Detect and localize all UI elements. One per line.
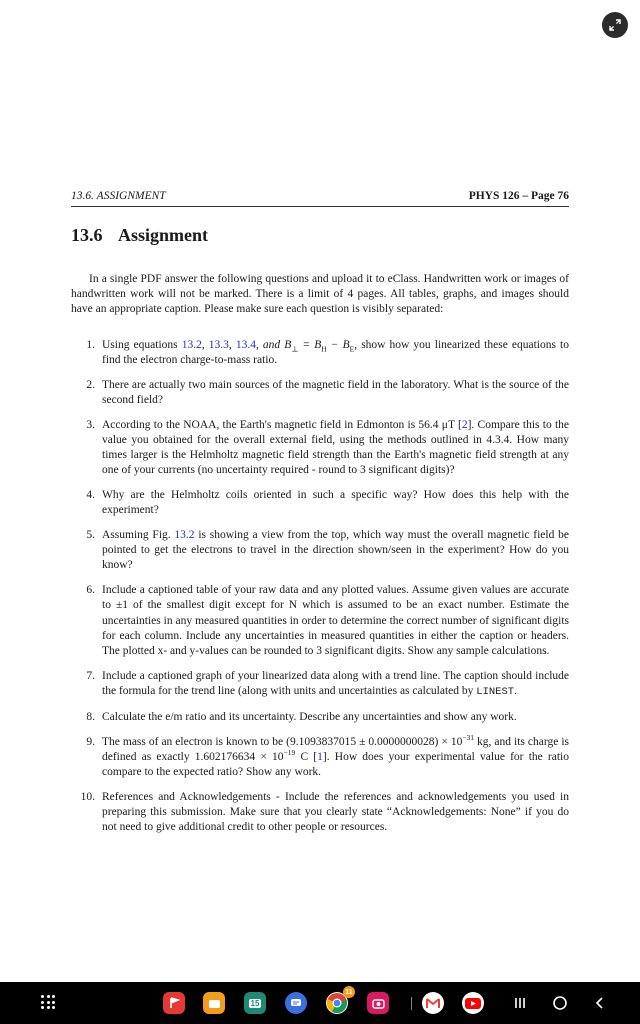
equation-link[interactable]: 13.3 [208, 338, 229, 351]
citation-link[interactable]: 1 [317, 750, 323, 763]
question-number: 9. [86, 735, 95, 748]
linest-code: LINEST [476, 686, 515, 699]
question-text: ]. How does your experimental value for the ratio compare to the expected ratio? Show any work. [102, 750, 569, 779]
youtube-app-icon[interactable] [462, 992, 484, 1014]
question-text: = B [298, 338, 322, 351]
exponent: −31 [462, 732, 475, 742]
gmail-app-icon[interactable] [422, 992, 444, 1014]
taskbar-divider [411, 997, 412, 1010]
header-course-page: PHYS 126 – Page 76 [468, 190, 569, 202]
collapse-icon[interactable] [602, 12, 628, 38]
header-section: 13.6. ASSIGNMENT [71, 190, 166, 202]
citation-link[interactable]: 2 [461, 418, 468, 431]
question-2 [71, 378, 569, 408]
equation-link[interactable]: 13.2 [181, 338, 202, 351]
figure-link[interactable]: 13.2 [174, 529, 195, 542]
question-8 [71, 710, 569, 725]
question-text: . [514, 685, 517, 698]
question-text: − B [326, 338, 350, 351]
question-text: kg, and its charge is defined as exactly 1.602176634 × 10 [102, 735, 570, 763]
question-text: Assuming Fig. [102, 529, 175, 542]
calendar-day: 15 [250, 998, 260, 1008]
question-text: is showing a view from the top, which way must the overall magnetic field be pointed to get the electrons to travel in the direction shown/seen in the experiment? How do you know? [102, 529, 569, 572]
messages-app-icon[interactable] [285, 992, 307, 1014]
question-text: There are actually two main sources of the magnetic field in the laboratory. What is the source of the second field? [102, 378, 569, 406]
question-text: Include a captioned table of your raw data and any plotted values. Assume given values are accurate to ±1 of the smallest digit except for N which is assumed to be an exact number. Estimate the uncertainties in any measured quantities in order to determine the correct number of significant digits for each column. Include any uncertainties in measured quantities in either the caption or headers. The plotted x- and y-values can be rounded to 3 significant digits. Show any sample calculations. [102, 584, 569, 658]
flag-app-icon[interactable] [163, 992, 185, 1014]
question-number: 5. [86, 529, 95, 542]
calendar-app-icon[interactable] [244, 992, 266, 1014]
pdf-page [71, 190, 569, 845]
question-number: 7. [86, 669, 95, 682]
question-number: 8. [86, 710, 95, 723]
question-number: 6. [86, 584, 95, 597]
section-heading [71, 225, 569, 246]
question-6 [71, 583, 569, 659]
exponent: −19 [283, 748, 296, 757]
question-text: , show how you linearized these equations to find the electron charge-to-mass ratio. [102, 338, 569, 366]
recent-apps-icon[interactable] [510, 993, 530, 1013]
chrome-app-icon[interactable] [326, 988, 353, 1014]
question-number: 2. [86, 378, 95, 391]
question-number: 1. [86, 338, 95, 351]
question-text: References and Acknowledgements - Include the references and acknowledgements you used in preparing this submission. Make sure that you clearly state “Acknowledgements: None” if you do not need to give additional credit to other people or resources. [102, 790, 569, 834]
question-3 [71, 418, 569, 479]
question-text: , [228, 338, 236, 351]
folder-app-icon[interactable] [203, 992, 225, 1014]
running-header [71, 190, 569, 207]
subscript: E [349, 343, 355, 353]
question-5 [71, 528, 569, 574]
question-number: 10. [80, 790, 95, 803]
intro-paragraph: In a single PDF answer the following questions and upload it to eClass. Handwritten work or images of handwritten work will not be marked. There is a limit of 4 pages. All tables, graphs, and images should have an appropriate caption. Please make sure each question is visibly separated: [71, 273, 569, 316]
question-text: Include a captioned graph of your linearized data along with a trend line. The caption should include the formula for the trend line (along with units and uncertainties as calculated by [102, 669, 569, 698]
question-number: 4. [86, 489, 95, 502]
camera-app-icon[interactable] [367, 992, 389, 1014]
subscript: ⊥ [291, 343, 299, 353]
android-navigation-bar [0, 982, 640, 1024]
question-text: Using equations [102, 338, 182, 351]
app-drawer-icon[interactable] [41, 995, 55, 1009]
question-list [71, 338, 569, 836]
question-text: Calculate the e/m ratio and its uncertainty. Describe any uncertainties and show any work. [102, 710, 517, 723]
notification-badge: 11 [343, 986, 355, 998]
section-number: 13.6 [71, 225, 103, 245]
section-title: Assignment [118, 225, 209, 245]
subscript: H [321, 343, 327, 353]
question-text: , [201, 338, 209, 351]
question-text: ]. Compare this to the value you obtained for the overall external field, using the methods outlined in 4.3.4. How many times larger is the Helmholtz magnetic field strength than the Earth's magnetic field strength at any one of your currents (no uncertainty required - round to 3 significant digits)? [102, 418, 569, 477]
question-text: , and B [255, 338, 292, 351]
question-text: C [ [295, 750, 318, 763]
question-number: 3. [86, 418, 95, 431]
question-text: According to the NOAA, the Earth's magnetic field in Edmonton is 56.4 μT [ [102, 418, 462, 431]
question-1 [71, 338, 569, 368]
question-9 [71, 732, 570, 781]
question-text: The mass of an electron is known to be (9.1093837015 ± 0.0000000028) × 10 [102, 735, 463, 748]
question-10 [71, 790, 569, 836]
home-icon[interactable] [550, 993, 570, 1013]
equation-link[interactable]: 13.4 [235, 338, 256, 351]
question-4 [71, 488, 569, 518]
question-7 [71, 669, 569, 700]
back-icon[interactable] [590, 993, 610, 1013]
question-text: Why are the Helmholtz coils oriented in such a specific way? How does this help with the experiment? [102, 489, 569, 517]
